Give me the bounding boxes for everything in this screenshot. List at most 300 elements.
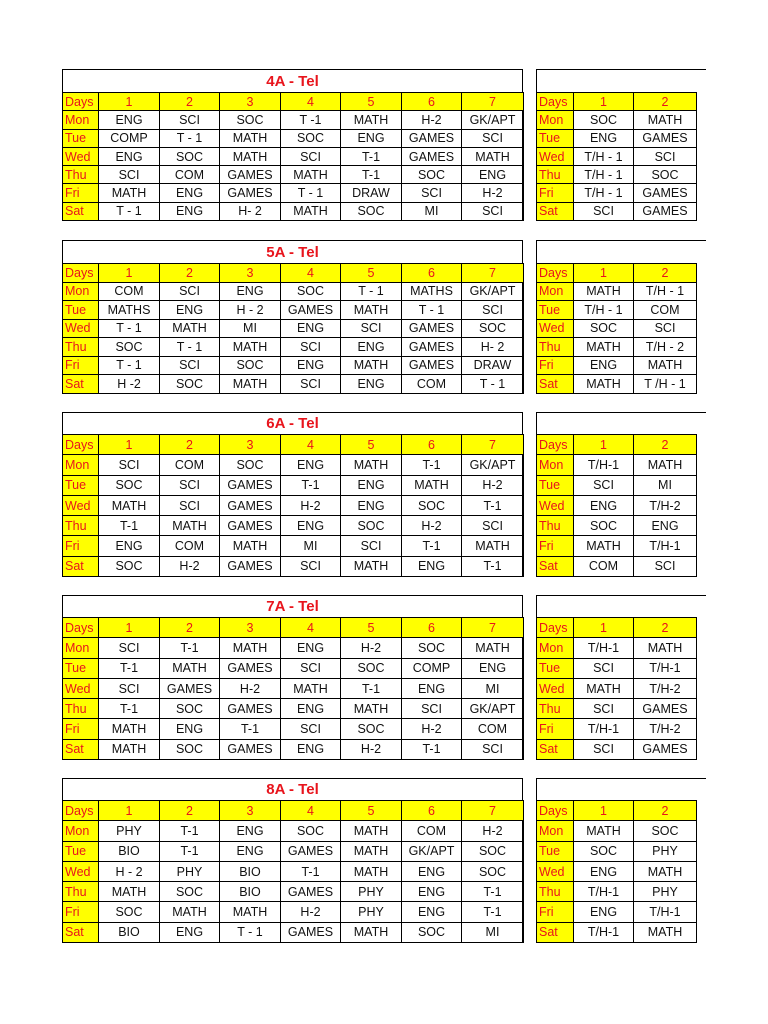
day-label: Tue bbox=[537, 658, 574, 678]
subject-cell: COM bbox=[574, 556, 634, 576]
period-header: 3 bbox=[220, 264, 281, 283]
main-header-row bbox=[63, 618, 524, 638]
day-label: Sat bbox=[63, 922, 99, 942]
subject-cell: SCI bbox=[634, 147, 697, 165]
subject-cell: MATH bbox=[634, 638, 697, 658]
subject-cell: MATH bbox=[160, 902, 220, 922]
subject-cell: SCI bbox=[281, 338, 341, 357]
subject-cell: COMP bbox=[402, 658, 462, 678]
side-timetable bbox=[536, 240, 706, 394]
subject-cell: PHY bbox=[341, 902, 402, 922]
subject-cell: MATHS bbox=[402, 282, 462, 301]
subject-cell: ENG bbox=[574, 129, 634, 147]
subject-cell: T-1 bbox=[99, 699, 160, 719]
day-label: Tue bbox=[537, 475, 574, 495]
subject-cell: T/H-1 bbox=[574, 882, 634, 902]
period-header: 7 bbox=[462, 618, 524, 638]
main-row bbox=[63, 678, 524, 698]
side-title-row bbox=[537, 778, 706, 800]
period-header: 3 bbox=[220, 93, 281, 111]
subject-cell: GAMES bbox=[160, 678, 220, 698]
days-header: Days bbox=[63, 801, 99, 821]
side-header-row bbox=[537, 618, 697, 638]
subject-cell: ENG bbox=[281, 455, 341, 475]
subject-cell: H-2 bbox=[462, 184, 524, 202]
day-label: Sat bbox=[63, 556, 99, 576]
side-row bbox=[537, 861, 697, 881]
subject-cell: GAMES bbox=[402, 356, 462, 375]
period-header: 4 bbox=[281, 801, 341, 821]
subject-cell: SCI bbox=[160, 475, 220, 495]
subject-cell: COM bbox=[160, 166, 220, 184]
class-timetable bbox=[62, 69, 523, 221]
side-table bbox=[536, 434, 697, 577]
day-label: Tue bbox=[63, 475, 99, 495]
side-row bbox=[537, 841, 697, 861]
period-header: 1 bbox=[99, 801, 160, 821]
subject-cell: BIO bbox=[99, 841, 160, 861]
day-label: Sat bbox=[63, 739, 99, 759]
subject-cell: SOC bbox=[99, 556, 160, 576]
side-row bbox=[537, 739, 697, 759]
subject-cell: SCI bbox=[99, 455, 160, 475]
subject-cell: MATH bbox=[99, 739, 160, 759]
day-label: Thu bbox=[537, 166, 574, 184]
main-header-row bbox=[63, 801, 524, 821]
subject-cell: MATH bbox=[462, 536, 524, 556]
subject-cell: GAMES bbox=[402, 338, 462, 357]
subject-cell: ENG bbox=[341, 129, 402, 147]
subject-cell: T-1 bbox=[402, 739, 462, 759]
subject-cell: ENG bbox=[281, 516, 341, 536]
subject-cell: GAMES bbox=[402, 147, 462, 165]
subject-cell: MATH bbox=[160, 319, 220, 338]
subject-cell: MATH bbox=[220, 338, 281, 357]
subject-cell: MATH bbox=[341, 922, 402, 942]
subject-cell: COM bbox=[462, 719, 524, 739]
subject-cell: ENG bbox=[281, 739, 341, 759]
side-timetable bbox=[536, 69, 706, 221]
subject-cell: MATH bbox=[634, 111, 697, 129]
subject-cell: H- 2 bbox=[220, 202, 281, 220]
days-header: Days bbox=[63, 435, 99, 455]
day-label: Mon bbox=[63, 282, 99, 301]
subject-cell: SOC bbox=[462, 861, 524, 881]
day-label: Tue bbox=[63, 301, 99, 320]
subject-cell: SCI bbox=[574, 475, 634, 495]
day-label: Thu bbox=[537, 338, 574, 357]
subject-cell: GK/APT bbox=[462, 111, 524, 129]
period-header: 5 bbox=[341, 435, 402, 455]
side-table bbox=[536, 263, 697, 394]
day-label: Tue bbox=[537, 841, 574, 861]
subject-cell: ENG bbox=[462, 166, 524, 184]
subject-cell: MI bbox=[462, 922, 524, 942]
subject-cell: T-1 bbox=[341, 678, 402, 698]
subject-cell: SCI bbox=[402, 699, 462, 719]
main-row bbox=[63, 821, 524, 841]
subject-cell: SOC bbox=[220, 455, 281, 475]
subject-cell: SOC bbox=[99, 902, 160, 922]
day-label: Mon bbox=[537, 821, 574, 841]
main-row bbox=[63, 338, 524, 357]
subject-cell: GAMES bbox=[220, 166, 281, 184]
subject-cell: MI bbox=[462, 678, 524, 698]
period-header: 2 bbox=[634, 93, 697, 111]
day-label: Mon bbox=[63, 111, 99, 129]
subject-cell: MATH bbox=[462, 147, 524, 165]
subject-cell: ENG bbox=[160, 301, 220, 320]
side-row bbox=[537, 338, 697, 357]
days-header: Days bbox=[63, 618, 99, 638]
subject-cell: SCI bbox=[281, 658, 341, 678]
subject-cell: MATH bbox=[634, 356, 697, 375]
subject-cell: ENG bbox=[341, 475, 402, 495]
class-timetable bbox=[62, 240, 523, 394]
subject-cell: T - 1 bbox=[160, 338, 220, 357]
period-header: 1 bbox=[574, 435, 634, 455]
days-header: Days bbox=[537, 93, 574, 111]
subject-cell: DRAW bbox=[462, 356, 524, 375]
main-header-row bbox=[63, 435, 524, 455]
subject-cell: ENG bbox=[281, 319, 341, 338]
day-label: Wed bbox=[537, 147, 574, 165]
main-row bbox=[63, 841, 524, 861]
subject-cell: T/H - 1 bbox=[574, 301, 634, 320]
day-label: Thu bbox=[63, 338, 99, 357]
period-header: 4 bbox=[281, 618, 341, 638]
side-row bbox=[537, 516, 697, 536]
main-row bbox=[63, 516, 524, 536]
subject-cell: SOC bbox=[341, 516, 402, 536]
subject-cell: MATH bbox=[574, 338, 634, 357]
class-timetable bbox=[62, 412, 523, 577]
subject-cell: MATH bbox=[574, 282, 634, 301]
subject-cell: SOC bbox=[402, 166, 462, 184]
subject-cell: GAMES bbox=[281, 301, 341, 320]
subject-cell: ENG bbox=[402, 882, 462, 902]
day-label: Sat bbox=[63, 375, 99, 394]
side-row bbox=[537, 678, 697, 698]
subject-cell: BIO bbox=[220, 882, 281, 902]
day-label: Tue bbox=[63, 841, 99, 861]
subject-cell: T/H - 1 bbox=[574, 184, 634, 202]
period-header: 2 bbox=[160, 801, 220, 821]
period-header: 5 bbox=[341, 801, 402, 821]
subject-cell: SCI bbox=[634, 319, 697, 338]
period-header: 1 bbox=[574, 618, 634, 638]
side-row bbox=[537, 719, 697, 739]
subject-cell: GAMES bbox=[634, 184, 697, 202]
period-header: 2 bbox=[160, 93, 220, 111]
subject-cell: MATH bbox=[220, 536, 281, 556]
subject-cell: PHY bbox=[634, 841, 697, 861]
period-header: 2 bbox=[634, 801, 697, 821]
subject-cell: T/H - 1 bbox=[574, 166, 634, 184]
subject-cell: SOC bbox=[160, 882, 220, 902]
subject-cell: SOC bbox=[574, 841, 634, 861]
subject-cell: T-1 bbox=[341, 166, 402, 184]
subject-cell: SOC bbox=[160, 147, 220, 165]
day-label: Sat bbox=[537, 739, 574, 759]
subject-cell: MATH bbox=[281, 166, 341, 184]
subject-cell: SOC bbox=[99, 338, 160, 357]
subject-cell: SOC bbox=[281, 821, 341, 841]
day-label: Mon bbox=[63, 821, 99, 841]
main-row bbox=[63, 356, 524, 375]
period-header: 1 bbox=[574, 93, 634, 111]
subject-cell: ENG bbox=[160, 719, 220, 739]
period-header: 4 bbox=[281, 93, 341, 111]
class-title: 6A - Tel bbox=[63, 412, 522, 434]
subject-cell: SOC bbox=[462, 841, 524, 861]
subject-cell: SCI bbox=[574, 658, 634, 678]
main-row bbox=[63, 536, 524, 556]
subject-cell: ENG bbox=[402, 678, 462, 698]
day-label: Wed bbox=[537, 861, 574, 881]
subject-cell: H-2 bbox=[281, 495, 341, 515]
subject-cell: GAMES bbox=[220, 495, 281, 515]
subject-cell: MATH bbox=[341, 356, 402, 375]
day-label: Sat bbox=[537, 202, 574, 220]
day-label: Wed bbox=[537, 678, 574, 698]
subject-cell: SOC bbox=[402, 638, 462, 658]
main-table bbox=[62, 800, 524, 943]
day-label: Fri bbox=[63, 184, 99, 202]
period-header: 5 bbox=[341, 93, 402, 111]
main-header-row bbox=[63, 264, 524, 283]
side-row bbox=[537, 495, 697, 515]
subject-cell: T-1 bbox=[462, 902, 524, 922]
main-row bbox=[63, 111, 524, 129]
days-header: Days bbox=[63, 93, 99, 111]
subject-cell: MATH bbox=[634, 861, 697, 881]
side-timetable bbox=[536, 778, 706, 943]
main-table bbox=[62, 92, 524, 221]
subject-cell: SOC bbox=[634, 821, 697, 841]
side-row bbox=[537, 282, 697, 301]
main-row bbox=[63, 719, 524, 739]
subject-cell: COM bbox=[634, 301, 697, 320]
subject-cell: ENG bbox=[574, 902, 634, 922]
period-header: 2 bbox=[160, 435, 220, 455]
subject-cell: ENG bbox=[220, 821, 281, 841]
subject-cell: GAMES bbox=[220, 516, 281, 536]
subject-cell: SOC bbox=[341, 202, 402, 220]
subject-cell: SCI bbox=[462, 129, 524, 147]
main-row bbox=[63, 375, 524, 394]
period-header: 3 bbox=[220, 801, 281, 821]
subject-cell: SOC bbox=[574, 319, 634, 338]
main-row bbox=[63, 202, 524, 220]
subject-cell: GAMES bbox=[281, 882, 341, 902]
subject-cell: GAMES bbox=[220, 475, 281, 495]
subject-cell: SCI bbox=[160, 111, 220, 129]
subject-cell: GAMES bbox=[220, 184, 281, 202]
subject-cell: ENG bbox=[341, 338, 402, 357]
subject-cell: SOC bbox=[402, 495, 462, 515]
side-table bbox=[536, 800, 697, 943]
subject-cell: MATH bbox=[281, 678, 341, 698]
subject-cell: T-1 bbox=[281, 475, 341, 495]
subject-cell: SCI bbox=[281, 375, 341, 394]
day-label: Thu bbox=[63, 516, 99, 536]
days-header: Days bbox=[63, 264, 99, 283]
side-row bbox=[537, 536, 697, 556]
subject-cell: T - 1 bbox=[402, 301, 462, 320]
subject-cell: MATH bbox=[341, 861, 402, 881]
main-row bbox=[63, 129, 524, 147]
subject-cell: PHY bbox=[341, 882, 402, 902]
subject-cell: T/H-1 bbox=[574, 455, 634, 475]
subject-cell: T-1 bbox=[341, 147, 402, 165]
subject-cell: GAMES bbox=[281, 922, 341, 942]
subject-cell: T - 1 bbox=[281, 184, 341, 202]
subject-cell: MATH bbox=[341, 111, 402, 129]
subject-cell: SCI bbox=[160, 356, 220, 375]
subject-cell: ENG bbox=[341, 375, 402, 394]
period-header: 1 bbox=[574, 264, 634, 283]
subject-cell: SCI bbox=[574, 202, 634, 220]
subject-cell: T-1 bbox=[462, 495, 524, 515]
day-label: Sat bbox=[537, 375, 574, 394]
subject-cell: GAMES bbox=[281, 841, 341, 861]
day-label: Wed bbox=[63, 678, 99, 698]
subject-cell: H-2 bbox=[281, 902, 341, 922]
subject-cell: T-1 bbox=[160, 841, 220, 861]
subject-cell: ENG bbox=[574, 861, 634, 881]
day-label: Thu bbox=[63, 882, 99, 902]
main-row bbox=[63, 184, 524, 202]
day-label: Fri bbox=[63, 536, 99, 556]
subject-cell: MATHS bbox=[99, 301, 160, 320]
subject-cell: T/H-1 bbox=[574, 719, 634, 739]
side-timetable bbox=[536, 595, 706, 760]
period-header: 6 bbox=[402, 93, 462, 111]
side-row bbox=[537, 111, 697, 129]
side-row bbox=[537, 202, 697, 220]
period-header: 2 bbox=[634, 618, 697, 638]
period-header: 6 bbox=[402, 801, 462, 821]
subject-cell: SCI bbox=[462, 739, 524, 759]
subject-cell: ENG bbox=[160, 184, 220, 202]
day-label: Mon bbox=[63, 638, 99, 658]
subject-cell: SCI bbox=[462, 301, 524, 320]
subject-cell: SOC bbox=[281, 129, 341, 147]
subject-cell: MATH bbox=[220, 129, 281, 147]
day-label: Thu bbox=[537, 699, 574, 719]
day-label: Wed bbox=[63, 495, 99, 515]
subject-cell: T - 1 bbox=[220, 922, 281, 942]
day-label: Sat bbox=[537, 922, 574, 942]
subject-cell: SOC bbox=[220, 356, 281, 375]
subject-cell: H - 2 bbox=[99, 861, 160, 881]
subject-cell: MATH bbox=[220, 638, 281, 658]
subject-cell: H -2 bbox=[99, 375, 160, 394]
period-header: 2 bbox=[160, 618, 220, 638]
class-title: 8A - Tel bbox=[63, 778, 522, 800]
subject-cell: SOC bbox=[341, 658, 402, 678]
day-label: Thu bbox=[537, 516, 574, 536]
day-label: Thu bbox=[63, 166, 99, 184]
side-timetable bbox=[536, 412, 706, 577]
side-row bbox=[537, 922, 697, 942]
day-label: Wed bbox=[63, 861, 99, 881]
subject-cell: GAMES bbox=[634, 129, 697, 147]
subject-cell: BIO bbox=[99, 922, 160, 942]
days-header: Days bbox=[537, 435, 574, 455]
subject-cell: T/H-1 bbox=[634, 658, 697, 678]
subject-cell: SOC bbox=[574, 111, 634, 129]
day-label: Fri bbox=[63, 356, 99, 375]
subject-cell: MATH bbox=[220, 375, 281, 394]
period-header: 7 bbox=[462, 435, 524, 455]
subject-cell: MATH bbox=[341, 556, 402, 576]
period-header: 2 bbox=[160, 264, 220, 283]
period-header: 4 bbox=[281, 264, 341, 283]
subject-cell: GAMES bbox=[220, 556, 281, 576]
side-row bbox=[537, 129, 697, 147]
subject-cell: MATH bbox=[634, 922, 697, 942]
period-header: 2 bbox=[634, 435, 697, 455]
subject-cell: GAMES bbox=[634, 739, 697, 759]
side-title-row bbox=[537, 240, 706, 263]
subject-cell: MATH bbox=[341, 455, 402, 475]
side-row bbox=[537, 638, 697, 658]
side-row bbox=[537, 475, 697, 495]
period-header: 1 bbox=[99, 93, 160, 111]
subject-cell: T/H-2 bbox=[634, 495, 697, 515]
day-label: Fri bbox=[63, 902, 99, 922]
day-label: Tue bbox=[63, 129, 99, 147]
day-label: Fri bbox=[537, 184, 574, 202]
subject-cell: T-1 bbox=[462, 556, 524, 576]
subject-cell: MATH bbox=[281, 202, 341, 220]
side-row bbox=[537, 658, 697, 678]
subject-cell: COM bbox=[402, 375, 462, 394]
side-title-row bbox=[537, 69, 706, 92]
subject-cell: ENG bbox=[462, 658, 524, 678]
subject-cell: SCI bbox=[341, 319, 402, 338]
subject-cell: MATH bbox=[574, 536, 634, 556]
main-row bbox=[63, 556, 524, 576]
subject-cell: ENG bbox=[99, 536, 160, 556]
side-header-row bbox=[537, 93, 697, 111]
class-title: 7A - Tel bbox=[63, 595, 522, 617]
subject-cell: SCI bbox=[160, 282, 220, 301]
main-row bbox=[63, 166, 524, 184]
period-header: 5 bbox=[341, 618, 402, 638]
subject-cell: GK/APT bbox=[402, 841, 462, 861]
subject-cell: ENG bbox=[281, 356, 341, 375]
main-row bbox=[63, 638, 524, 658]
subject-cell: GK/APT bbox=[462, 455, 524, 475]
subject-cell: H-2 bbox=[160, 556, 220, 576]
day-label: Fri bbox=[63, 719, 99, 739]
period-header: 3 bbox=[220, 435, 281, 455]
subject-cell: ENG bbox=[402, 556, 462, 576]
main-row bbox=[63, 301, 524, 320]
subject-cell: SOC bbox=[574, 516, 634, 536]
day-label: Sat bbox=[537, 556, 574, 576]
subject-cell: ENG bbox=[574, 495, 634, 515]
main-row bbox=[63, 861, 524, 881]
subject-cell: T-1 bbox=[402, 536, 462, 556]
day-label: Sat bbox=[63, 202, 99, 220]
side-header-row bbox=[537, 264, 697, 283]
subject-cell: PHY bbox=[160, 861, 220, 881]
day-label: Fri bbox=[537, 356, 574, 375]
